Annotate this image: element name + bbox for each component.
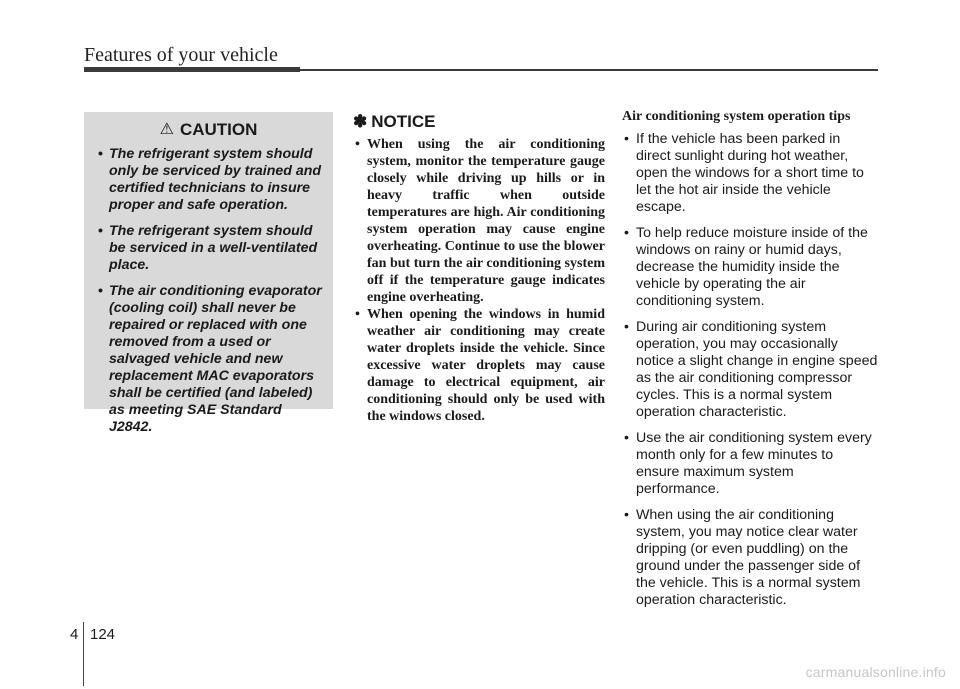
chapter-number: 4 xyxy=(70,626,79,643)
warning-triangle-icon: ⚠ xyxy=(159,121,174,138)
tips-section xyxy=(622,109,878,618)
notice-heading xyxy=(353,112,605,132)
notice-item: • When using the air conditioning system, monitor the temperature gauge closely while driving up hills or in heavy traffic when outside temperatures are high. Air conditioning system operation may cause engine overheating. Continue to use the blower fan but turn the air conditioning system off if the temperature gauge indicates engine overheating. xyxy=(353,136,605,306)
notice-item: • When opening the windows in humid weather air conditioning may create water droplets inside the vehicle. Since excessive water droplets may cause damage to electrical equipment, air conditioning should only be used with the windows closed. xyxy=(353,306,605,425)
header-rule-thin xyxy=(300,69,878,71)
tips-item: • During air conditioning system operation, you may occasionally notice a slight change in engine speed as the air conditioning compressor cycles. This is a normal system operation characteristic. xyxy=(622,319,878,421)
notice-title: NOTICE xyxy=(371,112,436,131)
page-number: 124 xyxy=(90,626,116,643)
tips-item: • Use the air conditioning system every month only for a few minutes to ensure maximum system performance. xyxy=(622,430,878,498)
tips-list xyxy=(622,131,878,609)
notice-section xyxy=(353,112,605,425)
header-rule-thick xyxy=(84,67,300,72)
caution-heading xyxy=(92,120,325,140)
watermark: carmanualsonline.info xyxy=(805,664,946,680)
notice-star-icon: ✽ xyxy=(353,112,368,131)
caution-item: • The refrigerant system should be serviced in a well-ventilated place. xyxy=(92,223,325,274)
caution-title: CAUTION xyxy=(179,120,258,139)
page-header-title: Features of your vehicle xyxy=(84,44,278,66)
tips-item: • When using the air conditioning system, you may notice clear water dripping (or even puddling) on the ground under the passenger side of the vehicle. This is a normal system operation characteristic. xyxy=(622,507,878,609)
footer-divider xyxy=(83,622,84,686)
caution-item: • The air conditioning evaporator (cooling coil) shall never be repaired or replaced with one removed from a used or salvaged vehicle and new replacement MAC evaporators shall be certified (and labeled) as meeting SAE Standard J2842. xyxy=(92,283,325,436)
tips-item: • To help reduce moisture inside of the windows on rainy or humid days, decrease the humidity inside the vehicle by operating the air conditioning system. xyxy=(622,225,878,310)
notice-list xyxy=(353,136,605,425)
tips-heading: Air conditioning system operation tips xyxy=(622,109,851,124)
caution-list xyxy=(92,146,325,436)
tips-item: • If the vehicle has been parked in direct sunlight during hot weather, open the windows for a short time to let the hot air inside the vehicle escape. xyxy=(622,131,878,216)
caution-item: • The refrigerant system should only be serviced by trained and certified technicians to insure proper and safe operation. xyxy=(92,146,325,214)
caution-box xyxy=(84,112,333,435)
